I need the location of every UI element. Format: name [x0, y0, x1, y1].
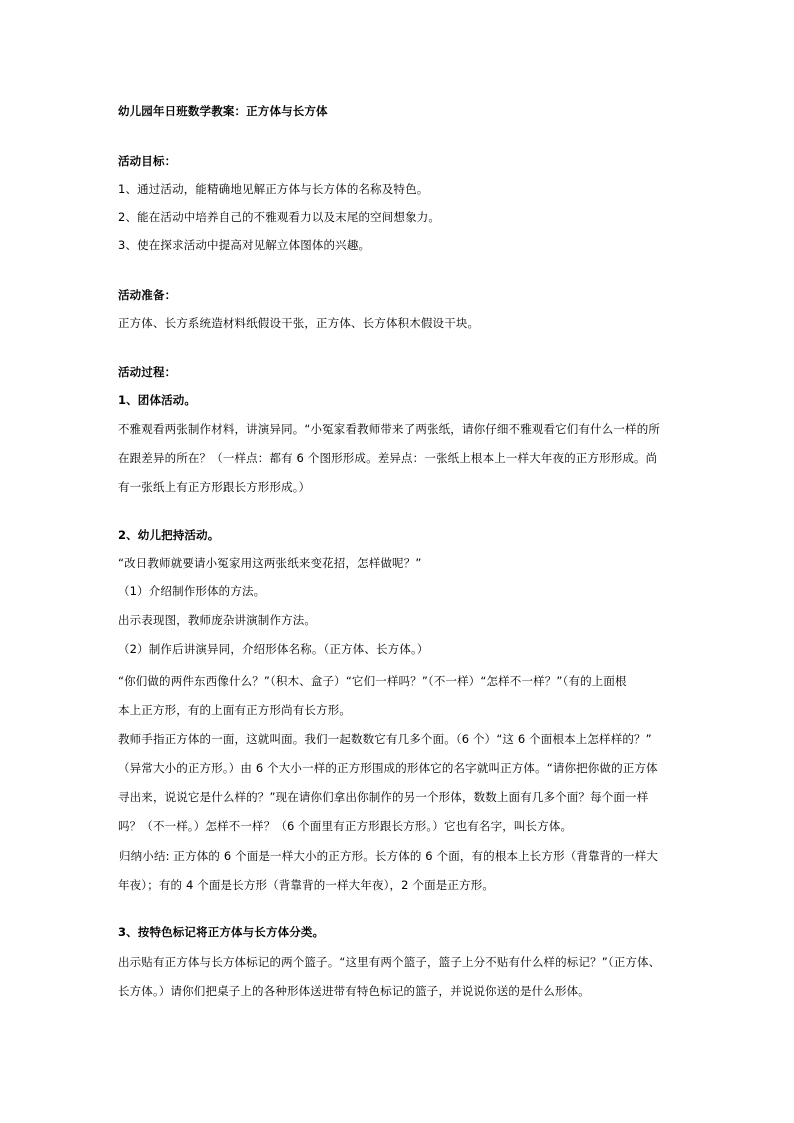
section-1-line: 有一张纸上有正方形跟长方形形成。）	[118, 480, 311, 494]
prep-text: 正方体、长方系统造材料纸假设干张，正方体、长方体积木假设干块。	[118, 316, 480, 330]
process-heading: 活动过程：	[118, 365, 177, 379]
section-1-heading: 1、团体活动。	[118, 393, 197, 407]
goal-item: 3、使在探求活动中提高对见解立体图体的兴趣。	[118, 238, 371, 252]
prep-heading: 活动准备：	[118, 288, 177, 302]
section-2-line: （异常大小的正方形。）由 6 个大小一样的正方形围成的形体它的名字就叫正方体。“请你把你做的正方体	[118, 761, 658, 775]
section-2-line: 吗？（不一样。）怎样不一样？（6 个面里有正方形跟长方形。）它也有名字，叫长方体。	[118, 819, 573, 833]
section-2-line: “你们做的两件东西像什么？”（积木、盒子）“它们一样吗？”（不一样）“怎样不一样？”（有的上面根	[118, 674, 627, 688]
section-2-line: （1）介绍制作形体的方法。	[118, 584, 266, 598]
section-2-heading: 2、幼儿把持活动。	[118, 528, 220, 542]
section-2-line: 寻出来，说说它是什么样的？”现在请你们拿出你制作的另一个形体，数数上面有几多个面？每个面一样	[118, 790, 649, 804]
section-3-line: 长方体。）请你们把桌子上的各种形体送进带有特色标记的篮子，并说说你送的是什么形体。	[118, 984, 590, 998]
section-2-line: “改日教师就要请小冤家用这两张纸来变花招，怎样做呢？”	[118, 556, 422, 570]
goals-heading: 活动目标：	[118, 154, 177, 168]
goal-item: 1、通过活动，能精确地见解正方体与长方体的名称及特色。	[118, 182, 429, 196]
summary-line: 归纳小结: 正方体的 6 个面是一样大小的正方形。长方体的 6 个面，有的根本上长方形（背靠背的一样大	[119, 849, 658, 863]
section-3-heading: 3、按特色标记将正方体与长方体分类。	[118, 925, 325, 939]
section-2-line: （2）制作后讲演异同，介绍形体名称。（正方体、长方体。）	[118, 642, 429, 656]
goal-item: 2、能在活动中培养自己的不雅观看力以及末尾的空间想象力。	[118, 210, 441, 224]
section-2-line: 教师手指正方体的一面，这就叫面。我们一起数数它有几多个面。（6 个）“这 6 个面根本上怎样样的？”	[118, 732, 652, 746]
section-2-line: 本上正方形，有的上面有正方形尚有长方形。	[118, 703, 351, 717]
section-2-line: 出示表现图，教师庞杂讲演制作方法。	[118, 613, 317, 627]
section-1-line: 在跟差异的所在？（一样点：都有 6 个图形形成。差异点：一张纸上根本上一样大年夜的正方形形成。尚	[118, 451, 658, 465]
document-title: 幼儿园年日班数学教案：正方体与长方体	[118, 104, 328, 118]
section-3-line: 出示贴有正方体与长方体标记的两个篮子。“这里有两个篮子，篮子上分不贴有什么样的标记？”（正方体、	[118, 955, 661, 969]
section-1-line: 不雅观看两张制作材料，讲演异同。“小冤家看教师带来了两张纸，请你仔细不雅观看它们有什么一样的所	[118, 422, 661, 436]
summary-line: 年夜）；有的 4 个面是长方形（背靠背的一样大年夜），2 个面是正方形。	[118, 878, 494, 892]
